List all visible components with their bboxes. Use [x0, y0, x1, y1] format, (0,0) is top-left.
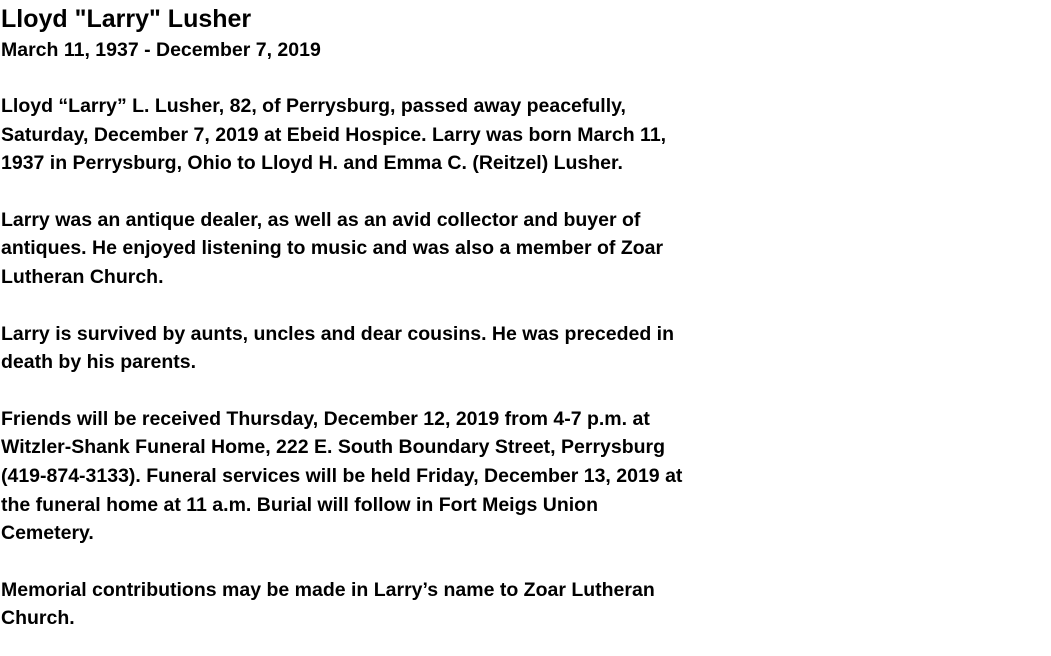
paragraph-line: death by his parents.	[1, 351, 197, 374]
paragraph-survivors	[1, 320, 831, 377]
paragraph-line: Witzler-Shank Funeral Home, 222 E. South Boundary Street, Perrysburg	[1, 436, 666, 459]
paragraph-line: Lutheran Church.	[1, 265, 164, 288]
paragraph-services	[1, 405, 831, 548]
obituary-title: Lloyd "Larry" Lusher	[1, 5, 252, 33]
paragraph-line: Saturday, December 7, 2019 at Ebeid Hospice. Larry was born March 11,	[1, 123, 667, 146]
paragraph-line: (419-874-3133). Funeral services will be held Friday, December 13, 2019 at	[1, 464, 683, 487]
paragraph-biography	[1, 92, 831, 178]
paragraph-line: antiques. He enjoyed listening to music and was also a member of Zoar	[1, 237, 664, 260]
life-dates: March 11, 1937 - December 7, 2019	[1, 39, 321, 61]
paragraph-line: Friends will be received Thursday, December 12, 2019 from 4-7 p.m. at	[1, 407, 650, 430]
paragraph-line: Church.	[1, 607, 75, 630]
paragraph-line: Larry is survived by aunts, uncles and dear cousins. He was preceded in	[1, 322, 674, 345]
paragraph-line: 1937 in Perrysburg, Ohio to Lloyd H. and Emma C. (Reitzel) Lusher.	[1, 152, 623, 175]
paragraph-career	[1, 206, 831, 292]
paragraph-line: Lloyd “Larry” L. Lusher, 82, of Perrysburg, passed away peacefully,	[1, 95, 626, 117]
paragraph-line: the funeral home at 11 a.m. Burial will follow in Fort Meigs Union	[1, 493, 598, 516]
paragraph-line: Larry was an antique dealer, as well as an avid collector and buyer of	[1, 208, 641, 231]
paragraph-memorials	[1, 576, 831, 633]
obituary-document	[1, 4, 1041, 633]
paragraph-line: Memorial contributions may be made in Larry’s name to Zoar Lutheran	[1, 578, 655, 601]
paragraph-line: Cemetery.	[1, 522, 94, 545]
